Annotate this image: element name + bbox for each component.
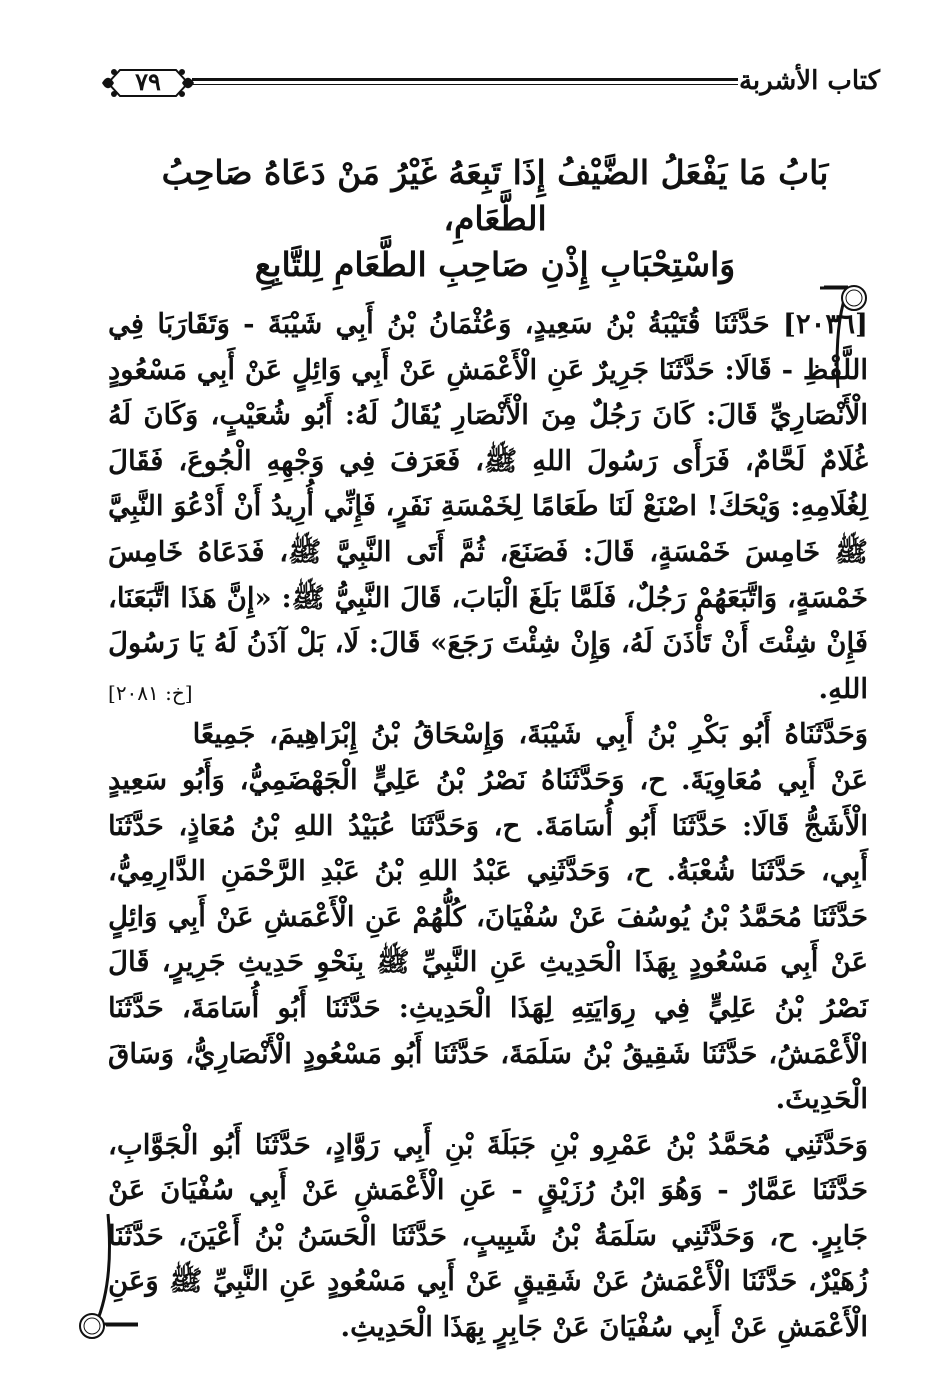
book-title: كتاب الأشربة xyxy=(738,66,880,96)
cross-reference: [خ: ٢٠٨١] xyxy=(108,680,193,705)
hadith-paragraph-3: وَحَدَّثَنِي مُحَمَّدُ بْنُ عَمْرِو بْنِ جَبَلَةَ بْنِ أَبِي رَوَّادٍ، حَدَّثَنَا أَبُو الْجَوَّابِ، حَدَّثَنَا عَمَّارٌ - وَهُوَ ابْنُ رُزَيْقٍ - عَنِ الْأَعْمَشِ عَنْ أَبِي سُفْيَانَ عَنْ جَابِرٍ. ح، وَحَدَّثَنِي سَلَمَةُ بْنُ شَبِيبٍ، حَدَّثَنَا الْحَسَنُ بْنُ أَعْيَنَ، حَدَّثَنَا زُهَيْرٌ، حَدَّثَنَا الْأَعْمَشُ عَنْ شَقِيقٍ عَنْ أَبِي مَسْعُودٍ عَنِ النَّبِيِّ ﷺ وَعَنِ الْأَعْمَشِ عَنْ أَبِي سُفْيَانَ عَنْ جَابِرٍ بِهَذَا الْحَدِيثِ. xyxy=(108,1128,868,1344)
chapter-title xyxy=(120,150,870,288)
page-number: ٧٩ xyxy=(135,67,161,96)
hadith-body xyxy=(108,302,868,1351)
hadith-main-text: [٢٠٣٦] حَدَّثَنَا قُتَيْبَةُ بْنُ سَعِيدٍ، وَعُثْمَانُ بْنُ أَبِي شَيْبَةَ - وَتَقَارَبَا فِي اللَّفْظِ - قَالَا: حَدَّثَنَا جَرِيرٌ عَنِ الْأَعْمَشِ عَنْ أَبِي وَائِلٍ عَنْ أَبِي مَسْعُودٍ الْأَنْصَارِيِّ قَالَ: كَانَ رَجُلٌ مِنَ الْأَنْصَارِ يُقَالُ لَهُ: أَبُو شُعَيْبٍ، وَكَانَ لَهُ غُلَامٌ لَحَّامٌ، فَرَأَى رَسُولَ اللهِ ﷺ، فَعَرَفَ فِي وَجْهِهِ الْجُوعَ، فَقَالَ لِغُلَامِهِ: وَيْحَكَ! اصْنَعْ لَنَا طَعَامًا لِخَمْسَةِ نَفَرٍ، فَإِنِّي أُرِيدُ أَنْ أَدْعُوَ النَّبِيَّ ﷺ خَامِسَ خَمْسَةٍ، قَالَ: فَصَنَعَ، ثُمَّ أَتَى النَّبِيَّ ﷺ، فَدَعَاهُ خَامِسَ خَمْسَةٍ، وَاتَّبَعَهُمْ رَجُلٌ، فَلَمَّا بَلَغَ الْبَابَ، قَالَ النَّبِيُّ ﷺ: «إِنَّ هَذَا اتَّبَعَنَا، فَإِنْ شِئْتَ أَنْ تَأْذَنَ لَهُ، وَإِنْ شِئْتَ رَجَعَ» قَالَ: لَا، بَلْ آذَنُ لَهُ يَا رَسُولَ اللهِ. xyxy=(108,308,868,705)
header-rule xyxy=(192,78,738,86)
chapter-title-line-1: بَابُ مَا يَفْعَلُ الضَّيْفُ إِذَا تَبِعَهُ غَيْرُ مَنْ دَعَاهُ صَاحِبُ الطَّعَامِ، xyxy=(161,153,829,238)
chapter-title-line-2: وَاسْتِحْبَابِ إِذْنِ صَاحِبِ الطَّعَامِ لِلتَّابِعِ xyxy=(254,245,736,284)
running-header xyxy=(100,58,880,108)
hadith-paragraph-2: وَحَدَّثَنَاهُ أَبُو بَكْرِ بْنُ أَبِي شَيْبَةَ، وَإِسْحَاقُ بْنُ إِبْرَاهِيمَ، جَمِيعًا عَنْ أَبِي مُعَاوِيَةَ. ح، وَحَدَّثَنَاهُ نَصْرُ بْنُ عَلِيٍّ الْجَهْضَمِيُّ، وَأَبُو سَعِيدٍ الْأَشَجُّ قَالَا: حَدَّثَنَا أَبُو أُسَامَةَ. ح، وَحَدَّثَنَا عُبَيْدُ اللهِ بْنُ مُعَاذٍ، حَدَّثَنَا أَبِي، حَدَّثَنَا شُعْبَةُ. ح، وَحَدَّثَنِي عَبْدُ اللهِ بْنُ عَبْدِ الرَّحْمَنِ الدَّارِمِيُّ، حَدَّثَنَا مُحَمَّدُ بْنُ يُوسُفَ عَنْ سُفْيَانَ، كُلُّهُمْ عَنِ الْأَعْمَشِ عَنْ أَبِي وَائِلٍ عَنْ أَبِي مَسْعُودٍ بِهَذَا الْحَدِيثِ عَنِ النَّبِيِّ ﷺ بِنَحْوِ حَدِيثِ جَرِيرٍ، قَالَ نَصْرُ بْنُ عَلِيٍّ فِي رِوَايَتِهِ لِهَذَا الْحَدِيثِ: حَدَّثَنَا أَبُو أُسَامَةَ، حَدَّثَنَا الْأَعْمَشُ، حَدَّثَنَا شَقِيقُ بْنُ سَلَمَةَ، حَدَّثَنَا أَبُو مَسْعُودٍ الْأَنْصَارِيُّ، وَسَاقَ الْحَدِيثَ. xyxy=(108,718,868,1116)
hadith-paragraph-main xyxy=(108,302,868,712)
